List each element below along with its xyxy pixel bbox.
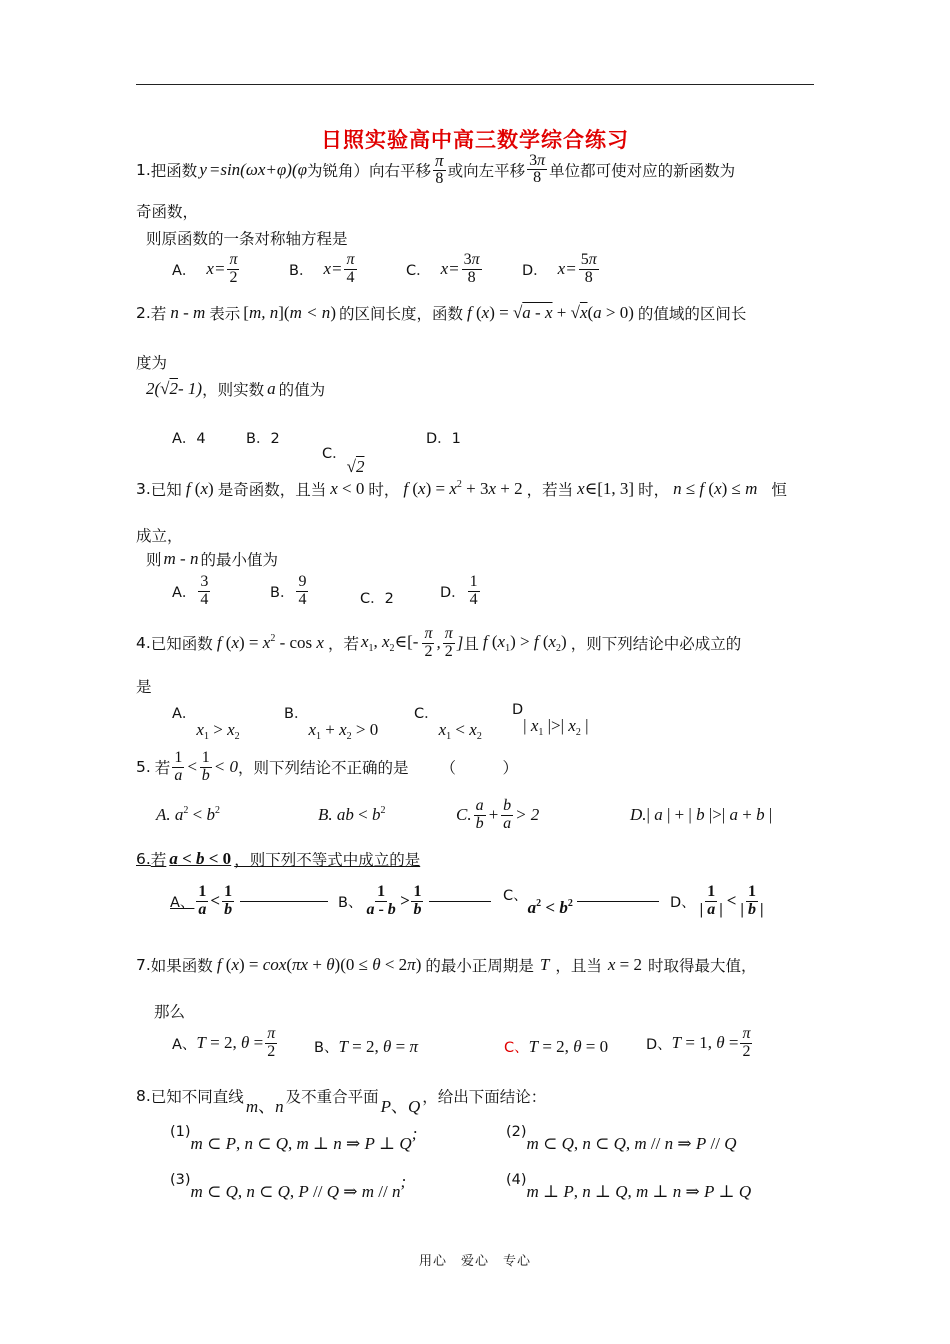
question-1-line-2: 奇函数， <box>136 203 199 221</box>
q7-option-b: B、 T = 2, θ = π <box>314 1036 418 1056</box>
question-8-line-1: 8. 已知不同直线 m、n 及不重合平面 P、Q ，给出下面结论： <box>136 1086 547 1116</box>
page-footer: 用心 爱心 专心 <box>418 1254 531 1269</box>
q2-option-a: A．4 <box>172 431 206 447</box>
q1-option-b: B． x = $\frac{\pi}{4}$ <box>289 251 355 286</box>
q8-item-1: (1) m ⊂ P, n ⊂ Q, m ⊥ n ⇒ P ⊥ Q ; <box>170 1124 418 1153</box>
q6-option-b: B、 $\frac{1}{a - b}$ > $\frac{1}{b}$ <box>338 884 491 919</box>
question-3-line-3: 则 m - n 的最小值为 <box>146 549 278 569</box>
q6-option-a: A、 $\frac{1}{a}$ < $\frac{1}{b}$ <box>170 884 328 919</box>
q3-option-a: A． $\frac{3}{4}$ <box>172 573 209 608</box>
q8-item-2: (2) m ⊂ Q, n ⊂ Q, m // n ⇒ P // Q <box>506 1124 737 1153</box>
q3-option-b: B． $\frac{9}{4}$ <box>270 573 307 608</box>
q2-option-c: C． √2 <box>322 445 365 476</box>
q6-option-c: C、 $a^2 < b^2$ <box>503 884 659 918</box>
question-2-line-1: 2. 若 n - m 表示 [m, n](m < n) 的区间长度，函数 f (x) = √a - x + √x(a > 0) 的值域的区间长 <box>136 303 747 323</box>
q6-option-d: D、 $\frac{1}{| a |}$ < $\frac{1}{| b |}$ <box>670 883 764 918</box>
q2-option-d: D．1 <box>426 431 461 447</box>
q5-option-a: A. $a^2 < b^2$ <box>156 805 220 824</box>
question-7-line-1: 7. 如果函数 f (x) = cox(πx + θ)(0 ≤ θ < 2π) 的最小正周期是 T ，且当 x = 2 时取得最大值， <box>136 955 757 975</box>
q5-option-c: C. $\frac{a}{b}$ + $\frac{b}{a}$ > 2 <box>456 797 540 832</box>
q7-option-a: A、 T = 2, θ = $\frac{\pi}{2}$ <box>172 1025 276 1060</box>
q1-option-c: C． x = $\frac{3\pi}{8}$ <box>406 251 480 286</box>
q7-option-c: C、 T = 2, θ = 0 <box>504 1036 609 1056</box>
q8-item-3: (3) m ⊂ Q, n ⊂ Q, P // Q ⇒ m // n ; <box>170 1172 407 1201</box>
q4-option-a: A． $x_1 > x_2$ <box>172 706 240 742</box>
page-title: 日照实验高中高三数学综合练习 <box>321 128 629 152</box>
question-1-line-3: 则原函数的一条对称轴方程是 <box>146 230 348 248</box>
q2-option-b: B．2 <box>246 431 280 447</box>
q7-option-d: D、 T = 1, θ = $\frac{\pi}{2}$ <box>646 1025 751 1060</box>
q1-option-d: D． x = $\frac{5\pi}{8}$ <box>522 251 597 286</box>
question-1-line-1: 1. 把函数 y = sin( ωx + φ )( φ 为锐角）向右平移 $\frac{\pi}{8}$ 或向左平移 $\frac{3\pi}{8}$ 单位都可使对应的新函数为 <box>136 151 736 187</box>
question-7-line-2: 那么 <box>154 1003 186 1021</box>
q3-option-d: D． $\frac{1}{4}$ <box>440 573 478 608</box>
q8-item-4: (4) m ⊥ P, n ⊥ Q, m ⊥ n ⇒ P ⊥ Q <box>506 1172 752 1201</box>
question-3-line-2: 成立， <box>136 527 183 545</box>
question-2-line-3: 2(√ 2 - 1) ，则实数 a 的值为 <box>146 379 326 399</box>
question-4-line-1: 4. 已知函数 f $(x) = x^2 - \cos x$ ，若 $x_1$, $x_2\in[-$ $\frac{\pi}{2}$ , $\frac{\pi}{2}$ ] 且 f $(x_1) > f$ $(x_2)$ ，则下列结论中必成立的 <box>136 625 742 660</box>
question-2-line-2: 度为 <box>136 354 168 372</box>
question-6-line-1: 6. 若 a < b < 0 ，则下列不等式中成立的是 <box>136 849 421 869</box>
question-3-line-1: 3. 已知 f (x) 是奇函数，且当 x < 0 时， f $(x) = x^2 + 3x + 2$ ，若当 x∈[1, 3] 时， n ≤ f (x) ≤ m 恒 <box>136 479 787 499</box>
q1-option-a: A． x = $\frac{\pi}{2}$ <box>172 251 238 286</box>
q4-option-b: B． $x_1 + x_2 > 0$ <box>284 706 379 742</box>
q5-option-b: B. ab < $b^2$ <box>318 805 386 824</box>
q3-option-c: C．2 <box>360 591 394 607</box>
question-5-line-1: 5. 若 $\frac{1}{a}$ < $\frac{1}{b}$ < 0 ，则下列结论不正确的是 （ ） <box>136 749 519 784</box>
q4-option-d: D | $x_1$ |>| $x_2$ | <box>512 702 589 738</box>
header-rule <box>136 84 814 85</box>
question-4-line-2: 是 <box>136 678 152 696</box>
q5-option-d: D.| a | + | b |>| a + b | <box>630 805 773 824</box>
q4-option-c: C． $x_1 < x_2$ <box>414 706 482 742</box>
